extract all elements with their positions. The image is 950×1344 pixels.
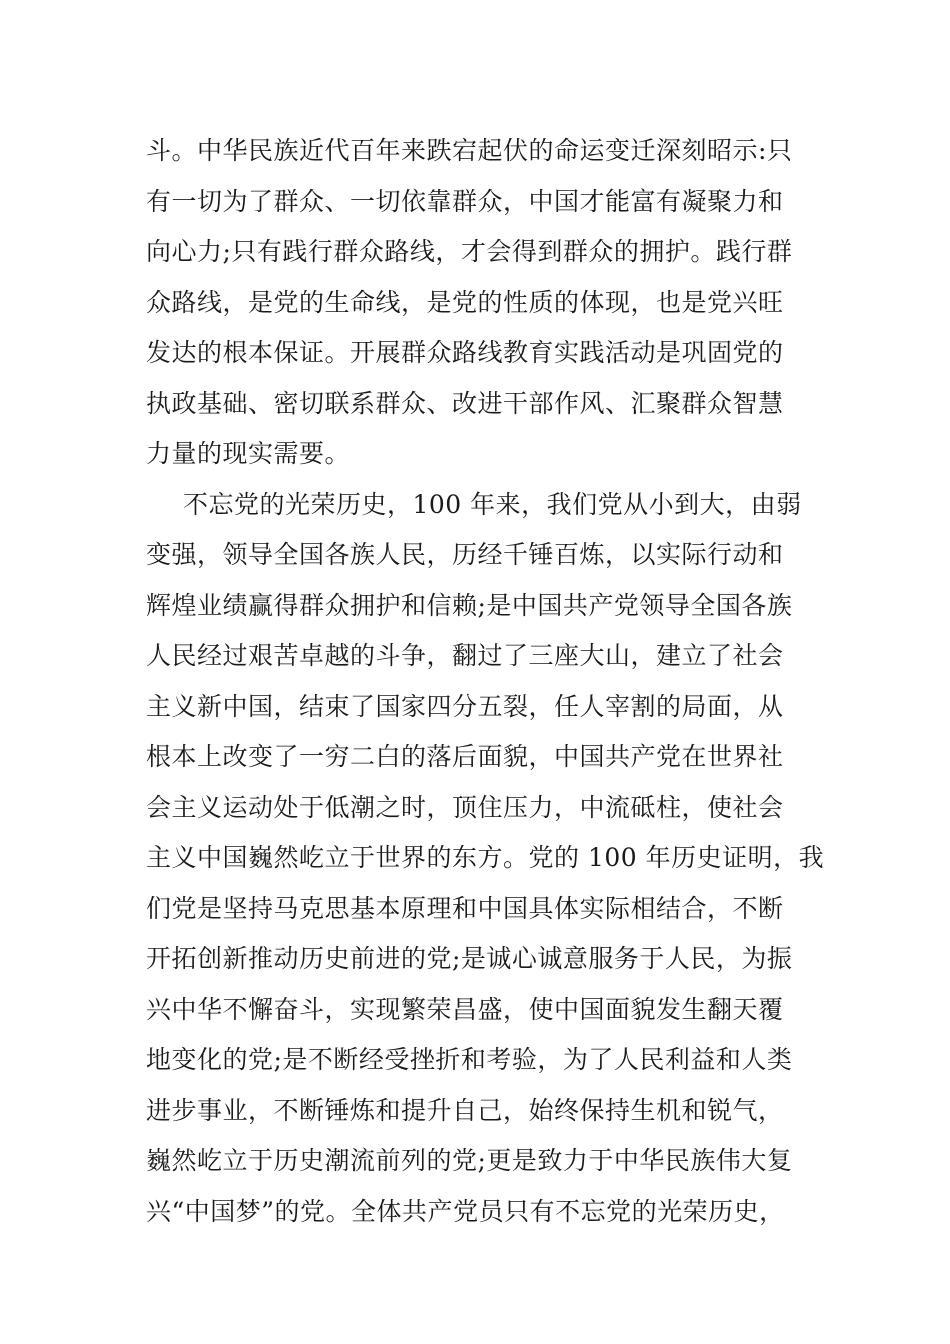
text-line: 向心力;只有践行群众路线，才会得到群众的拥护。践行群 — [146, 237, 793, 266]
text-line: 力量的现实需要。 — [146, 439, 351, 468]
text-line: 发达的根本保证。开展群众路线教育实践活动是巩固党的 — [146, 338, 784, 367]
text-line: 众路线，是党的生命线，是党的性质的体现，也是党兴旺 — [146, 287, 784, 317]
text-line: 有一切为了群众、一切依靠群众，中国才能富有凝聚力和 — [146, 186, 784, 216]
text-line: 巍然屹立于历史潮流前列的党;更是致力于中华民族伟大复 — [146, 1146, 793, 1175]
text-line: 根本上改变了一穷二白的落后面貌，中国共产党在世界社 — [146, 742, 784, 771]
text-line: 会主义运动处于低潮之时，顶住压力，中流砥柱，使社会 — [146, 792, 784, 822]
text-line: 地变化的党;是不断经受挫折和考验，为了人民利益和人类 — [146, 1045, 793, 1074]
text-line: 主义新中国，结束了国家四分五裂，任人宰割的局面，从 — [146, 691, 784, 721]
document-body — [146, 126, 825, 1237]
text-line: 人民经过艰苦卓越的斗争，翻过了三座大山，建立了社会 — [146, 641, 784, 670]
text-line: 主义中国巍然屹立于世界的东方。党的 100 年历史证明，我 — [146, 843, 825, 872]
text-line: 辉煌业绩赢得群众拥护和信赖;是中国共产党领导全国各族 — [146, 590, 793, 620]
text-line: 斗。中华民族近代百年来跌宕起伏的命运变迁深刻昭示:只 — [146, 136, 793, 165]
paragraph-1 — [146, 126, 806, 480]
text-line: 进步事业，不断锤炼和提升自己，始终保持生机和锐气， — [146, 1095, 784, 1125]
text-line: 变强，领导全国各族人民，历经千锤百炼，以实际行动和 — [146, 540, 784, 569]
text-line: 开拓创新推动历史前进的党;是诚心诚意服务于人民，为振 — [146, 944, 793, 973]
paragraph-2 — [146, 480, 825, 1238]
text-line: 不忘党的光荣历史，100 年来，我们党从小到大，由弱 — [183, 489, 802, 519]
text-line: 兴“中国梦”的党。全体共产党员只有不忘党的光荣历史， — [146, 1196, 785, 1226]
text-line: 兴中华不懈奋斗，实现繁荣昌盛，使中国面貌发生翻天覆 — [146, 994, 784, 1024]
text-line: 执政基础、密切联系群众、改进干部作风、汇聚群众智慧 — [146, 388, 784, 418]
text-line: 们党是坚持马克思基本原理和中国具体实际相结合，不断 — [146, 893, 784, 923]
